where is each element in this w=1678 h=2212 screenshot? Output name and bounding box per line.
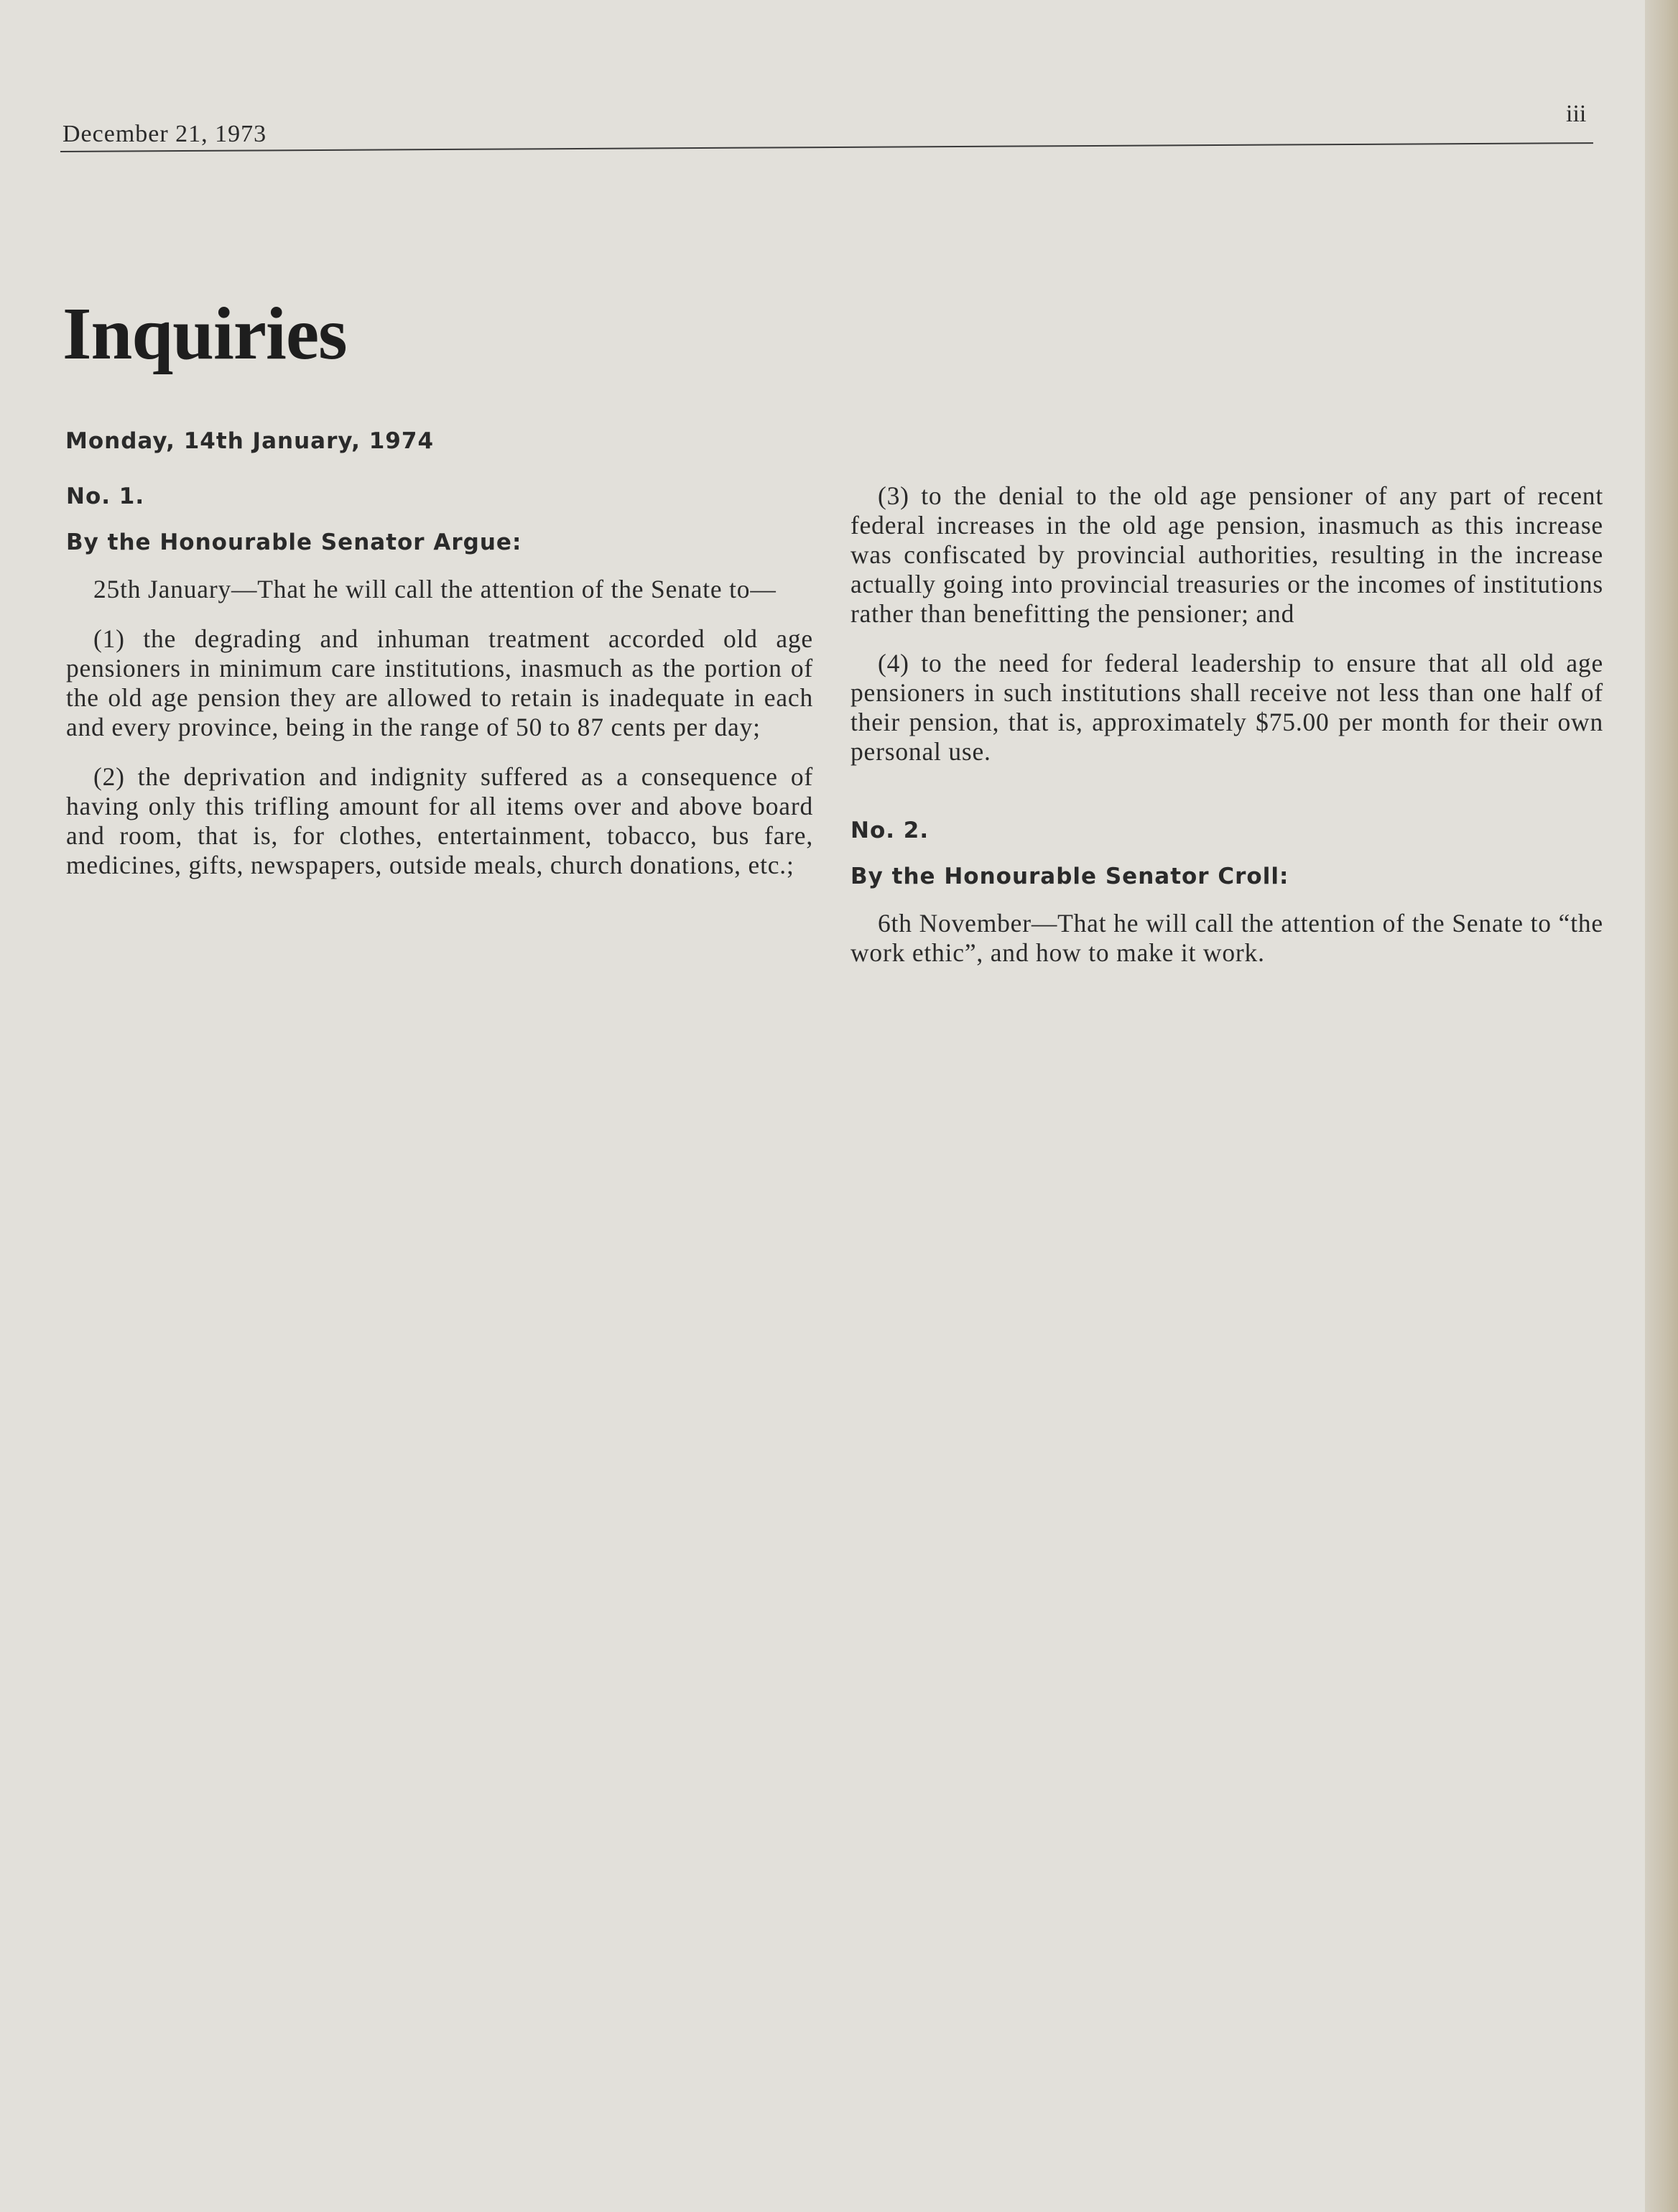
page-title: Inquiries [62,292,347,375]
page-number: iii [1566,101,1587,127]
inquiry-paragraph: (1) the degrading and inhuman treatment accorded old age pensioners in minimum care institutions, inasmuch as the portion of the old age pension they are allowed to retain is inadequate in each and every province, being in the range of 50 to 87 cents per day; [66,624,813,741]
inquiry-senator: By the Honourable Senator Croll: [850,864,1289,889]
inquiry-paragraph: 25th January—That he will call the attention of the Senate to— [93,575,777,603]
sitting-date: Monday, 14th January, 1974 [65,428,435,454]
inquiry-paragraph: (3) to the denial to the old age pensioner of any part of recent federal increases in the old age pension, inasmuch as this increase was confiscated by provincial authorities, resulting in the increase actually going into provincial treasuries or the incomes of institutions rather than benefitting the pensioner; and [850,481,1603,628]
page-edge [1645,0,1678,2212]
inquiry-paragraph: 6th November—That he will call the attention of the Senate to “the work ethic”, and how to make it work. [850,909,1603,967]
header-rule [60,142,1593,152]
left-column [66,481,813,900]
inquiry-number: No. 2. [850,818,930,843]
section-spacer [850,787,1603,815]
inquiry-number: No. 1. [66,483,145,509]
inquiry-paragraph: (4) to the need for federal leadership to ensure that all old age pensioners in such institutions shall receive not less than one half of their pension, that is, approximately $75.00 per month for their own personal use. [850,649,1603,766]
header-date: December 21, 1973 [62,121,267,147]
inquiry-paragraph: (2) the deprivation and indignity suffered as a consequence of having only this trifling amount for all items over and above board and room, that is, for clothes, entertainment, tobacco, bus fare, medicines, gifts, newspapers, outside meals, church donations, etc.; [66,762,813,879]
right-column [850,481,1603,988]
inquiry-senator: By the Honourable Senator Argue: [66,529,522,555]
